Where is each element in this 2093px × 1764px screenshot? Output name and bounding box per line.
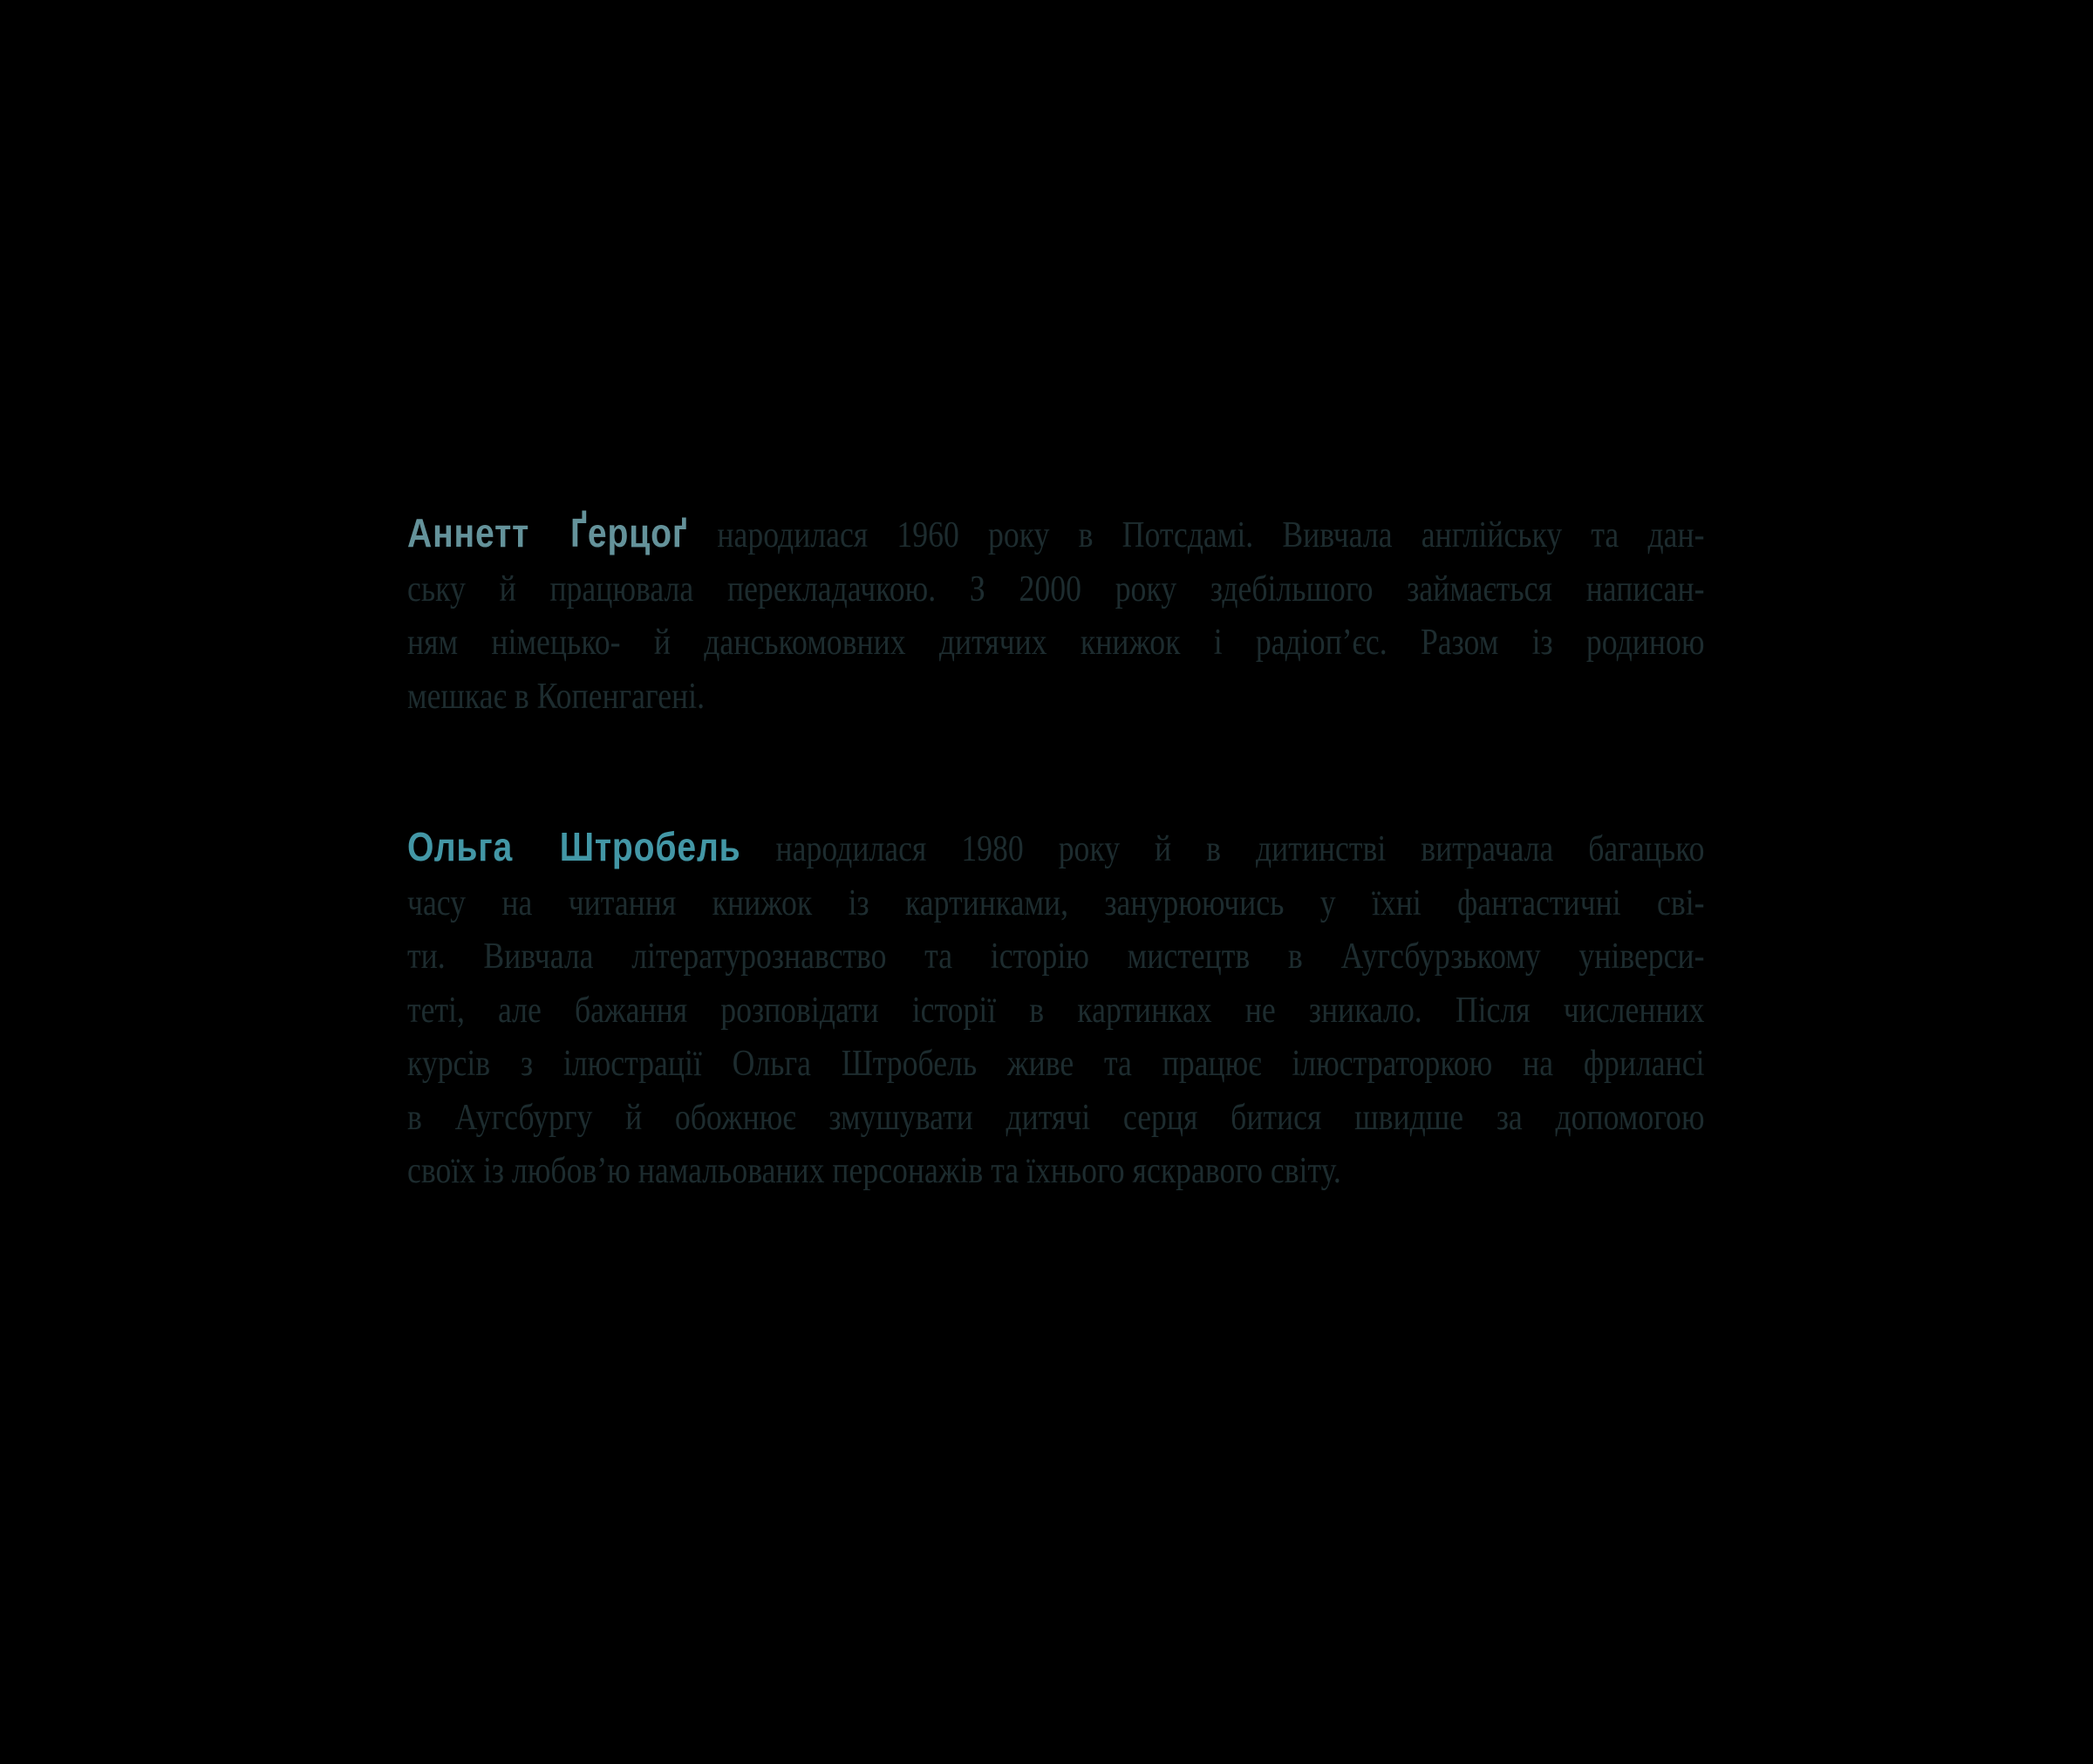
bio-text: народилася 1960 року в Потсдамі. Вивчала англійську та дан- [717, 515, 1705, 555]
bio-line: теті, але бажання розповідати історії в картинках не зникало. Після численних [407, 990, 1705, 1031]
bio-line: ську й працювала перекладачкою. З 2000 року здебільшого займається написан- [407, 569, 1705, 610]
author-name-herzog: Аннетт Ґерцоґ [407, 510, 689, 555]
bio-line: ням німецько- й данськомовних дитячих книжок і радіоп’єс. Разом із родиною [407, 623, 1705, 663]
author-name-strobel: Ольга Штробель [407, 824, 741, 869]
bio-line: часу на читання книжок із картинками, занурюючись у їхні фантастичні сві- [407, 882, 1705, 923]
bio-line: в Аугсбургу й обожнює змушувати дитячі серця битися швидше за допомогою [407, 1097, 1705, 1138]
bio-line [407, 821, 1705, 877]
bio-text: народилася 1980 року й в дитинстві витрачала багацько [775, 829, 1705, 869]
author-bio-strobel [407, 821, 1705, 1199]
bio-line: своїх із любов’ю намальованих персонажів та їхнього яскравого світу. [407, 1151, 1341, 1191]
bio-line: ти. Вивчала літературознавство та історію мистецтв в Аугсбурзькому універси- [407, 936, 1705, 977]
bio-line: курсів з ілюстрації Ольга Штробель живе та працює ілюстраторкою на фрилансі [407, 1044, 1705, 1084]
author-bio-herzog [407, 507, 1705, 724]
bio-line [407, 507, 1705, 563]
bio-line: мешкає в Копенгагені. [407, 676, 706, 717]
